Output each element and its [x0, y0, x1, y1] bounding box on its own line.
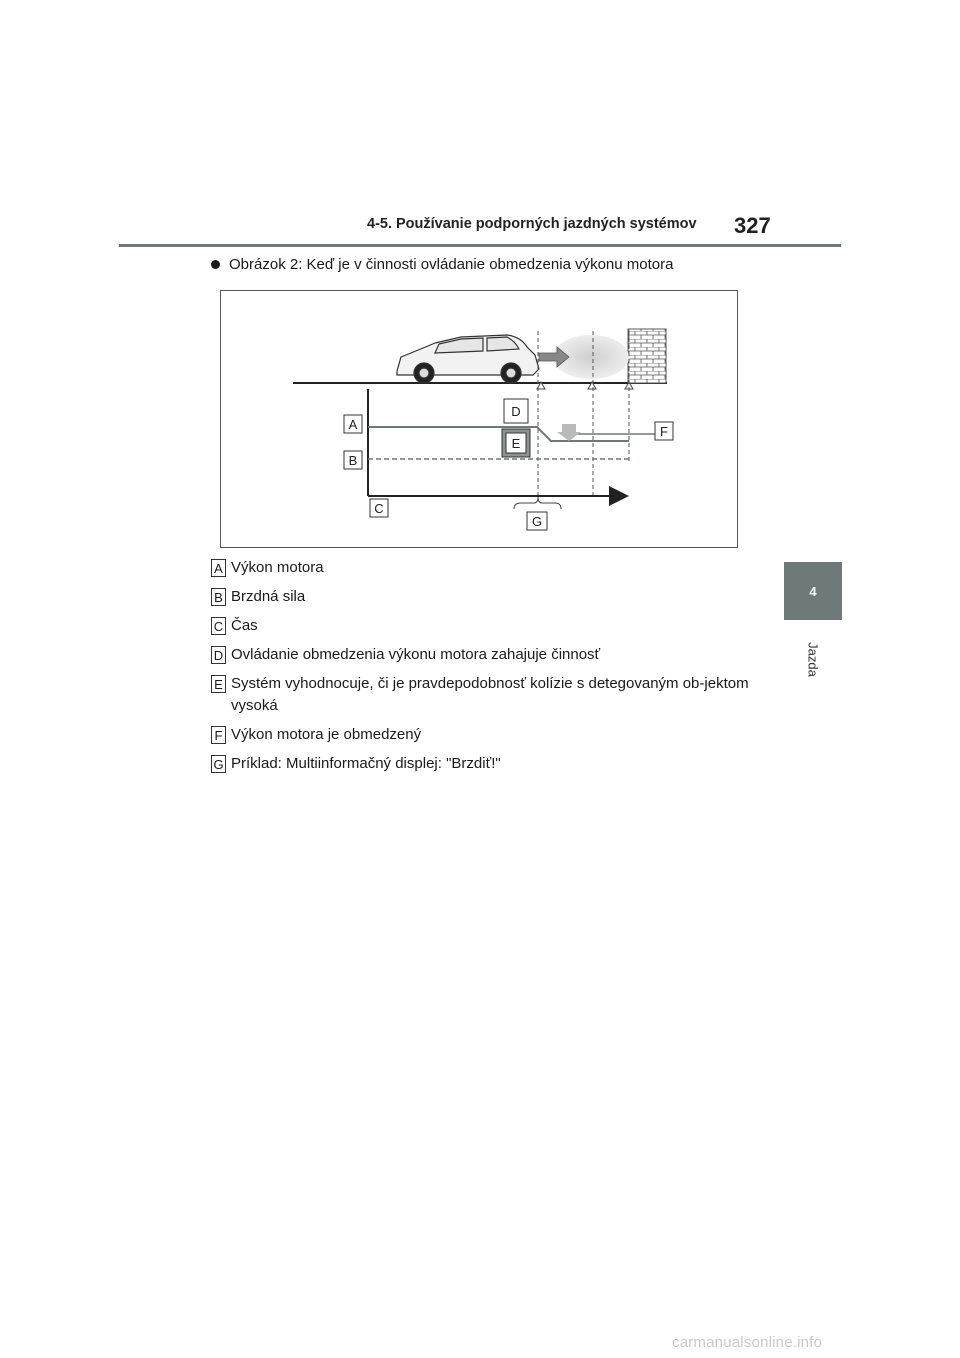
svg-text:D: D	[511, 404, 521, 419]
legend-key-f: F	[211, 726, 226, 744]
chapter-label: Jazda	[805, 642, 821, 677]
legend-item-g	[211, 753, 751, 775]
legend-item-e	[211, 673, 751, 717]
diagram-svg	[221, 291, 739, 549]
callout-c	[370, 499, 388, 517]
svg-text:B: B	[348, 453, 358, 468]
svg-text:G: G	[531, 514, 543, 529]
figure-heading-text: Obrázok 2: Keď je v činnosti ovládanie obmedzenia výkonu motora	[229, 256, 674, 273]
legend-key-g: G	[211, 755, 226, 773]
section-title: 4-5. Používanie podporných jazdných systémov	[367, 216, 697, 232]
callout-f	[655, 422, 673, 440]
legend-key-c: C	[211, 617, 226, 635]
legend-item-c	[211, 615, 751, 637]
page-number: 327	[734, 213, 771, 238]
callout-a	[344, 415, 362, 433]
legend-key-a: A	[211, 559, 226, 577]
callout-e	[502, 429, 530, 457]
legend-key-d: D	[211, 646, 226, 664]
legend-list	[211, 557, 751, 782]
legend-item-b	[211, 586, 751, 608]
header-divider	[119, 244, 841, 247]
footer-watermark: carmanualsonline.info	[672, 1334, 823, 1351]
callout-b	[344, 451, 362, 469]
legend-text-d: Ovládanie obmedzenia výkonu motora zahajuje činnosť	[231, 646, 601, 663]
legend-item-d	[211, 644, 751, 666]
legend-text-f: Výkon motora je obmedzený	[231, 726, 422, 743]
legend-text-b: Brzdná sila	[231, 588, 306, 605]
chapter-number: 4	[809, 583, 817, 599]
svg-text:A: A	[348, 417, 358, 432]
svg-text:C: C	[374, 501, 384, 516]
figure-heading	[211, 256, 673, 273]
svg-text:E: E	[511, 436, 521, 451]
reduction-arrow-icon	[557, 424, 581, 441]
legend-text-e: Systém vyhodnocuje, či je pravdepodobnosť kolízie s detegovaným ob-jektom vysoká	[231, 675, 749, 714]
legend-item-a	[211, 557, 751, 579]
legend-key-b: B	[211, 588, 226, 606]
legend-item-f	[211, 724, 751, 746]
figure-diagram	[220, 290, 738, 548]
callout-g	[527, 512, 547, 530]
legend-text-c: Čas	[231, 617, 258, 634]
brick-wall-icon	[628, 329, 666, 383]
legend-key-e: E	[211, 675, 226, 693]
chapter-tab[interactable]	[784, 562, 842, 620]
svg-text:F: F	[660, 424, 668, 439]
callout-d	[504, 399, 528, 423]
legend-text-g: Príklad: Multiinformačný displej: "Brzdiť!"	[231, 755, 501, 772]
g-bracket	[514, 497, 561, 509]
bullet-icon	[211, 260, 220, 269]
car-icon	[397, 335, 539, 383]
legend-text-a: Výkon motora	[231, 559, 324, 576]
